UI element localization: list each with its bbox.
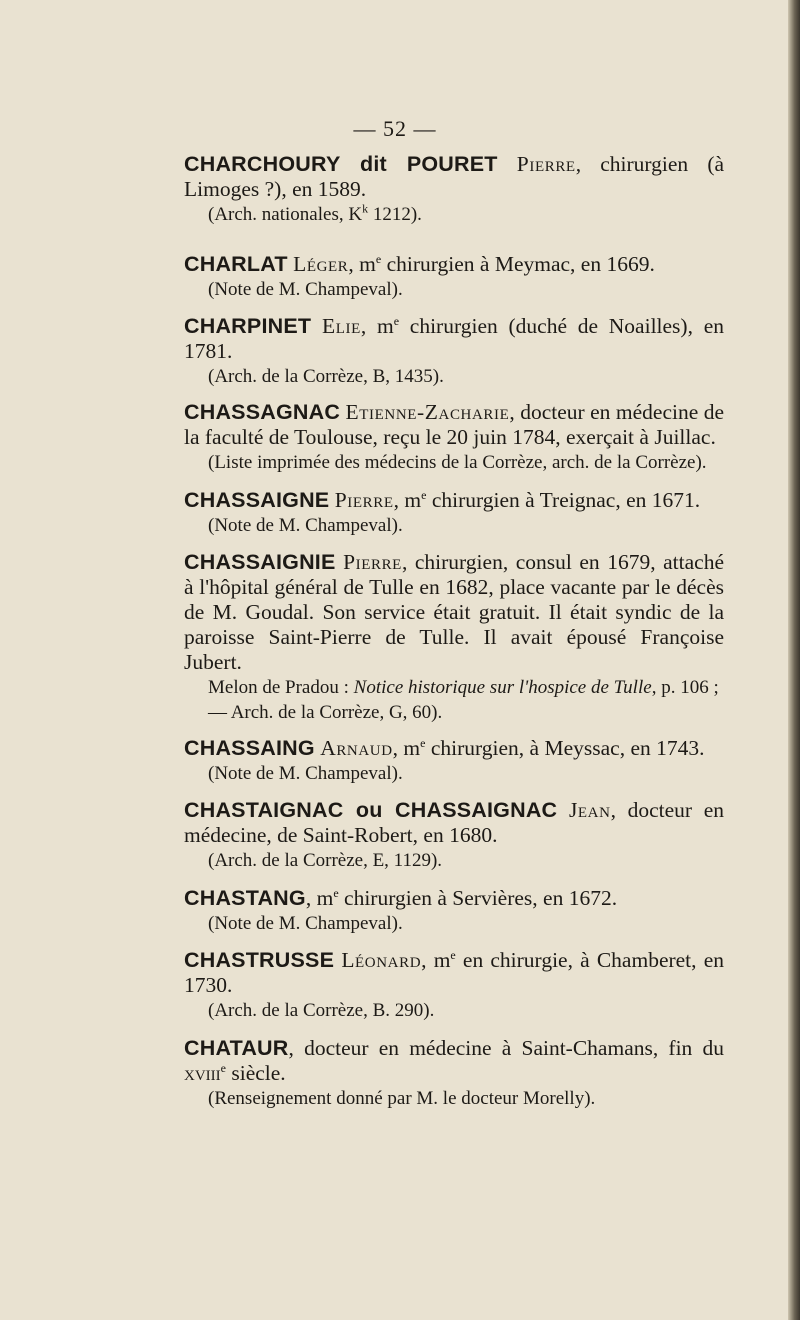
entry-name: CHATAUR [184,1036,289,1060]
entry-text: CHARPINET Elie, $m^e$ chirurgien (duché de Noailles), en 1781. [184,313,724,363]
entry-source: (Note de M. Champeval). [208,515,403,536]
entry-chassagnac [184,400,724,475]
entry-name: CHASSAIGNE [184,488,330,512]
entry-source: (Liste imprimée des médecins de la Corrèze, arch. de la Corrèze). [208,452,707,473]
entry-source: (Arch. de la Corrèze, B, 1435). [208,366,444,387]
entry-chassaigne [184,488,724,538]
entry-given-name: Léger [293,252,349,276]
entry-name: CHASTAIGNAC ou CHASSAIGNAC [184,798,558,822]
entry-name: CHASTANG [184,886,306,910]
entry-name: CHASSAING [184,736,315,760]
entry-chastrusse [184,948,724,1023]
entry-name: CHASSAIGNIE [184,550,336,574]
entry-name: CHARPINET [184,314,312,338]
entry-given-name: Jean [568,798,611,822]
entry-text: CHASTRUSSE Léonard, $m^e$ en chirurgie, à Chamberet, en 1730. [184,947,724,997]
entry-text: CHASSAING Arnaud, $m^e$ chirurgien, à Meyssac, en 1743. [184,735,705,760]
entry-source: (Arch. de la Corrèze, E, 1129). [208,850,443,871]
entry-charchoury [184,152,724,227]
entry-text: CHASSAIGNE Pierre, $m^e$ chirurgien à Treignac, en 1671. [184,487,701,512]
entry-charlat [184,252,724,302]
entry-text: CHASTANG, $m^e$ chirurgien à Servières, en 1672. [184,885,618,910]
entry-given-name: Léonard [341,948,422,972]
entry-text: CHASTAIGNAC ou CHASSAIGNAC Jean, docteur en médecine, de Saint-Robert, en 1680. [184,798,724,847]
entry-chassaing [184,736,724,786]
entry-source: (Note de M. Champeval). [208,279,403,300]
entry-source: (Note de M. Champeval). [208,763,403,784]
entry-chastang [184,886,724,936]
entry-charpinet [184,314,724,389]
entry-text: CHATAUR, docteur en médecine à Saint-Chamans, fin du xviii$^e$ siècle. [184,1036,724,1085]
entry-name: CHARLAT [184,252,288,276]
entry-given-name: Elie [321,314,361,338]
entry-name: CHASSAGNAC [184,400,341,424]
entry-chastaignac [184,798,724,873]
entry-text: CHASSAIGNIE Pierre, chirurgien, consul en 1679, attaché à l'hôpital général de Tulle en 1682, place vacante par le décès de M. Goudal. Son service était gratuit. Il était syndic de la paroisse Saint-Pierre de Tulle. Il avait épousé Françoise Jubert. [184,550,724,674]
entry-source: (Arch. de la Corrèze, B. 290). [208,1000,435,1021]
entry-chassaignie [184,550,724,725]
entry-chataur [184,1036,724,1111]
page-edge-shadow [788,0,800,1320]
entry-given-name: Arnaud [320,736,393,760]
entry-given-name: Etienne-Zacharie [345,400,510,424]
entry-source: (Note de M. Champeval). [208,913,403,934]
entry-name: CHARCHOURY dit POURET [184,152,498,176]
entry-text: CHARLAT Léger, $m^e$ chirurgien à Meymac, en 1669. [184,251,655,276]
entry-given-name: Pierre [334,488,394,512]
entry-given-name: Pierre [516,152,576,176]
entry-source: (Renseignement donné par M. le docteur Morelly). [208,1088,596,1109]
page-number: — 52 — [353,116,437,141]
entry-source: (Arch. nationales, $K^k$ 1212). [208,201,422,225]
entry-name: CHASTRUSSE [184,948,335,972]
entry-text: CHASSAGNAC Etienne-Zacharie, docteur en médecine de la faculté de Toulouse, reçu le 20 juin 1784, exerçait à Juillac. [184,400,724,449]
entry-source: Melon de Pradou : Notice historique sur l'hospice de Tulle, p. 106 ; — Arch. de la Corrèze, G, 60). [208,677,719,723]
entry-text: CHARCHOURY dit POURET Pierre, chirurgien (à Limoges ?), en 1589. [184,152,725,201]
entry-given-name: Pierre [343,550,402,574]
